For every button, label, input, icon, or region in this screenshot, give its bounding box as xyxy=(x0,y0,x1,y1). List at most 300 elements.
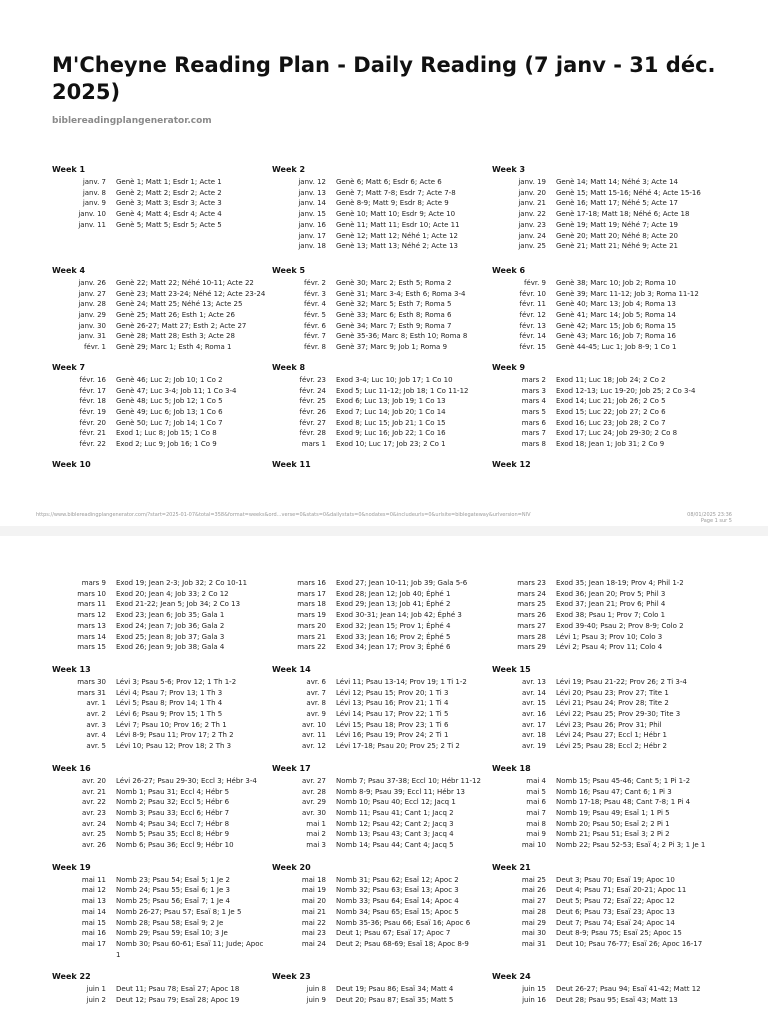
reading-date: mars 29 xyxy=(517,643,546,652)
reading-row xyxy=(52,439,272,450)
week-heading: Week 1 xyxy=(52,165,86,174)
reading-date: mars 3 xyxy=(521,386,546,395)
reading-passages: Nomb 23; Psau 54; Esaï 5; 1 Je 2 xyxy=(116,875,230,884)
reading-passages: Lévi 12; Psau 15; Prov 20; 1 Ti 3 xyxy=(336,688,449,697)
reading-row xyxy=(492,578,712,589)
reading-passages: Exod 17; Luc 24; Job 29-30; 2 Co 8 xyxy=(556,429,678,438)
reading-date: mai 10 xyxy=(521,841,546,850)
reading-row xyxy=(492,939,712,950)
reading-passages: Exod 34; Jean 17; Prov 3; Éphé 6 xyxy=(336,643,451,652)
reading-row xyxy=(272,829,492,840)
reading-date: juin 16 xyxy=(522,996,546,1005)
page-title: M'Cheyne Reading Plan - Daily Reading (7 janv - 31 déc. 2025) xyxy=(52,53,716,104)
reading-row xyxy=(52,375,272,386)
reading-date: mai 8 xyxy=(526,819,546,828)
reading-date: juin 15 xyxy=(522,985,546,994)
week-heading: Week 9 xyxy=(492,362,526,372)
reading-date: avr. 30 xyxy=(301,808,326,817)
reading-passages: Genè 39; Marc 11-12; Job 3; Roma 11-12 xyxy=(556,289,699,298)
reading-row xyxy=(492,396,712,407)
reading-date: mai 7 xyxy=(526,808,546,817)
reading-date: janv. 31 xyxy=(78,332,106,341)
week-block xyxy=(492,970,712,1005)
reading-row xyxy=(492,642,712,653)
reading-passages: Deut 7; Psau 74; Esaï 24; Apoc 14 xyxy=(556,918,675,927)
week-heading: Week 2 xyxy=(272,165,306,174)
week-heading: Week 11 xyxy=(272,459,311,469)
reading-passages: Exod 36; Jean 20; Prov 5; Phil 3 xyxy=(556,589,666,598)
reading-passages: Genè 5; Matt 5; Esdr 5; Acte 5 xyxy=(116,220,222,229)
reading-date: mars 24 xyxy=(517,589,546,598)
reading-date: mai 12 xyxy=(81,886,106,895)
reading-row xyxy=(272,907,492,918)
reading-row xyxy=(52,896,272,907)
reading-passages: Genè 24; Matt 25; Néhé 13; Acte 25 xyxy=(116,300,243,309)
week-heading: Week 7 xyxy=(52,362,86,372)
reading-date: avr. 8 xyxy=(306,699,326,708)
reading-date: mars 31 xyxy=(77,688,106,697)
reading-passages: Genè 38; Marc 10; Job 2; Roma 10 xyxy=(556,278,676,287)
week-block xyxy=(492,163,712,252)
reading-passages: Lévi 20; Psau 23; Prov 27; Tite 1 xyxy=(556,688,669,697)
reading-passages: Genè 15; Matt 15-16; Néhé 4; Acte 15-16 xyxy=(556,188,701,197)
reading-passages: Exod 9; Luc 16; Job 22; 1 Co 16 xyxy=(336,429,446,438)
footer-datetime: 08/01/2025 23:36 xyxy=(687,512,732,518)
week-heading: Week 13 xyxy=(52,664,91,674)
reading-row xyxy=(492,840,712,851)
reading-passages: Nomb 35-36; Psau 66; Esaï 16; Apoc 6 xyxy=(336,918,471,927)
reading-row xyxy=(272,439,492,450)
reading-passages: Genè 13; Matt 13; Néhé 2; Acte 13 xyxy=(336,242,458,251)
reading-date: mars 8 xyxy=(521,440,546,449)
reading-row xyxy=(272,177,492,188)
reading-row xyxy=(492,688,712,699)
week-block xyxy=(52,663,272,752)
week-block xyxy=(52,861,272,961)
reading-passages: Nomb 30; Psau 60-61; Esaï 11; Jude; Apoc 1 xyxy=(116,939,264,959)
reading-date: mai 20 xyxy=(301,897,326,906)
reading-date: avr. 4 xyxy=(86,731,106,740)
reading-passages: Genè 26-27; Matt 27; Esth 2; Acte 27 xyxy=(116,321,247,330)
reading-row xyxy=(492,310,712,321)
week-block xyxy=(492,361,712,450)
reading-passages: Exod 21-22; Jean 5; Job 34; 2 Co 13 xyxy=(116,600,241,609)
reading-row xyxy=(492,188,712,199)
reading-date: mars 9 xyxy=(81,579,106,587)
reading-date: avr. 10 xyxy=(301,720,326,729)
reading-row xyxy=(272,289,492,300)
reading-date: juin 2 xyxy=(86,996,106,1005)
reading-row xyxy=(52,907,272,918)
reading-row xyxy=(52,741,272,752)
week-block xyxy=(492,861,712,961)
reading-date: avr. 21 xyxy=(81,787,106,796)
reading-row xyxy=(492,342,712,353)
reading-date: janv. 9 xyxy=(82,199,106,208)
reading-row xyxy=(272,578,492,589)
reading-row xyxy=(492,829,712,840)
reading-passages: Exod 5; Luc 11-12; Job 18; 1 Co 11-12 xyxy=(336,386,469,395)
reading-passages: Lévi 8-9; Psau 11; Prov 17; 2 Th 2 xyxy=(116,731,234,740)
reading-date: févr. 23 xyxy=(299,375,326,384)
reading-row xyxy=(492,896,712,907)
reading-row xyxy=(52,984,272,995)
reading-row xyxy=(492,741,712,752)
reading-passages: Lévi 7; Psau 10; Prov 16; 2 Th 1 xyxy=(116,720,227,729)
reading-row xyxy=(272,188,492,199)
reading-date: mars 19 xyxy=(297,611,326,620)
reading-row xyxy=(492,220,712,231)
reading-row xyxy=(52,730,272,741)
reading-passages: Nomb 21; Psau 51; Esaï 3; 2 Pi 2 xyxy=(556,830,670,839)
reading-passages: Nomb 8-9; Psau 39; Eccl 11; Hébr 13 xyxy=(336,787,466,796)
reading-row xyxy=(52,418,272,429)
reading-row xyxy=(272,797,492,808)
week-block xyxy=(52,264,272,353)
reading-date: juin 8 xyxy=(306,985,326,994)
reading-date: janv. 11 xyxy=(78,220,106,229)
reading-row xyxy=(272,875,492,886)
reading-row xyxy=(52,709,272,720)
reading-passages: Nomb 1; Psau 31; Eccl 4; Hébr 5 xyxy=(116,787,230,796)
reading-passages: Deut 28; Psau 95; Esaï 43; Matt 13 xyxy=(556,996,678,1005)
reading-passages: Exod 10; Luc 17; Job 23; 2 Co 1 xyxy=(336,440,446,449)
reading-date: févr. 14 xyxy=(519,332,546,341)
reading-row xyxy=(492,198,712,209)
reading-row xyxy=(492,299,712,310)
reading-date: avr. 16 xyxy=(521,710,546,719)
reading-row xyxy=(492,709,712,720)
reading-date: mai 19 xyxy=(301,886,326,895)
week-heading: Week 6 xyxy=(492,265,526,275)
reading-date: avr. 28 xyxy=(301,787,326,796)
reading-row xyxy=(272,698,492,709)
reading-row xyxy=(272,231,492,242)
reading-date: mai 3 xyxy=(306,841,326,850)
reading-date: mars 6 xyxy=(521,418,546,427)
reading-date: mai 28 xyxy=(521,907,546,916)
reading-passages: Genè 41; Marc 14; Job 5; Roma 14 xyxy=(556,311,676,320)
reading-date: févr. 20 xyxy=(79,418,106,427)
reading-date: mars 17 xyxy=(297,589,326,598)
reading-date: févr. 1 xyxy=(83,343,106,352)
reading-row xyxy=(272,928,492,939)
reading-passages: Exod 2; Luc 9; Job 16; 1 Co 9 xyxy=(116,440,217,449)
reading-row xyxy=(52,599,272,610)
reading-date: avr. 27 xyxy=(301,776,326,785)
reading-date: févr. 15 xyxy=(519,343,546,352)
reading-passages: Exod 30-31; Jean 14; Job 42; Éphé 3 xyxy=(336,611,462,620)
reading-passages: Nomb 4; Psau 34; Eccl 7; Hébr 8 xyxy=(116,819,230,828)
reading-passages: Exod 27; Jean 10-11; Job 39; Gala 5-6 xyxy=(336,579,468,587)
reading-date: mai 27 xyxy=(521,897,546,906)
week-block xyxy=(52,578,272,653)
reading-date: mars 25 xyxy=(517,600,546,609)
reading-row xyxy=(272,310,492,321)
reading-date: mai 23 xyxy=(301,929,326,938)
footer-meta xyxy=(687,512,732,524)
reading-date: janv. 17 xyxy=(298,231,326,240)
reading-date: févr. 27 xyxy=(299,418,326,427)
reading-passages: Lévi 21; Psau 24; Prov 28; Tite 2 xyxy=(556,699,669,708)
reading-date: janv. 12 xyxy=(298,178,326,186)
reading-passages: Exod 1; Luc 8; Job 15; 1 Co 8 xyxy=(116,429,217,438)
reading-row xyxy=(492,730,712,741)
reading-row xyxy=(272,730,492,741)
week-heading: Week 14 xyxy=(272,664,311,674)
reading-row xyxy=(492,599,712,610)
reading-row xyxy=(492,407,712,418)
reading-row xyxy=(492,875,712,886)
reading-passages: Genè 2; Matt 2; Esdr 2; Acte 2 xyxy=(116,188,222,197)
reading-row xyxy=(52,310,272,321)
reading-date: avr. 24 xyxy=(81,819,106,828)
week-heading: Week 4 xyxy=(52,265,86,275)
reading-passages: Nomb 11; Psau 41; Cant 1; Jacq 2 xyxy=(336,808,454,817)
reading-date: avr. 18 xyxy=(521,731,546,740)
reading-row xyxy=(492,231,712,242)
reading-passages: Lévi 23; Psau 26; Prov 31; Phil xyxy=(556,720,662,729)
reading-row xyxy=(272,418,492,429)
reading-passages: Genè 8-9; Matt 9; Esdr 8; Acte 9 xyxy=(336,199,449,208)
reading-date: avr. 15 xyxy=(521,699,546,708)
reading-row xyxy=(492,918,712,929)
reading-date: avr. 1 xyxy=(86,699,106,708)
reading-passages: Exod 18; Jean 1; Job 31; 2 Co 9 xyxy=(556,440,665,449)
reading-passages: Genè 33; Marc 6; Esth 8; Roma 6 xyxy=(336,311,452,320)
reading-date: avr. 25 xyxy=(81,830,106,839)
reading-date: mai 30 xyxy=(521,929,546,938)
reading-date: févr. 17 xyxy=(79,386,106,395)
reading-row xyxy=(272,808,492,819)
reading-date: avr. 26 xyxy=(81,841,106,850)
reading-passages: Deut 12; Psau 79; Esaï 28; Apoc 19 xyxy=(116,996,240,1005)
reading-date: mars 23 xyxy=(517,579,546,587)
reading-passages: Lévi 24; Psau 27; Eccl 1; Hébr 1 xyxy=(556,731,667,740)
reading-date: févr. 8 xyxy=(303,343,326,352)
reading-passages: Nomb 6; Psau 36; Eccl 9; Hébr 10 xyxy=(116,841,234,850)
reading-passages: Nomb 29; Psau 59; Esaï 10; 3 Je xyxy=(116,929,228,938)
reading-passages: Nomb 10; Psau 40; Eccl 12; Jacq 1 xyxy=(336,798,456,807)
reading-passages: Nomb 5; Psau 35; Eccl 8; Hébr 9 xyxy=(116,830,230,839)
reading-row xyxy=(492,632,712,643)
reading-passages: Genè 11; Matt 11; Esdr 10; Acte 11 xyxy=(336,220,460,229)
reading-date: mars 5 xyxy=(521,407,546,416)
reading-row xyxy=(492,677,712,688)
reading-row xyxy=(272,220,492,231)
reading-row xyxy=(272,677,492,688)
reading-date: janv. 25 xyxy=(518,242,546,251)
reading-date: janv. 20 xyxy=(518,188,546,197)
reading-date: janv. 13 xyxy=(298,188,326,197)
reading-date: janv. 23 xyxy=(518,220,546,229)
week-block xyxy=(492,578,712,653)
reading-passages: Exod 25; Jean 8; Job 37; Gala 3 xyxy=(116,632,225,641)
reading-date: févr. 12 xyxy=(519,311,546,320)
reading-row xyxy=(52,720,272,731)
reading-date: mai 26 xyxy=(521,886,546,895)
week-heading: Week 3 xyxy=(492,165,526,174)
reading-passages: Genè 49; Luc 6; Job 13; 1 Co 6 xyxy=(116,407,223,416)
reading-row xyxy=(272,720,492,731)
reading-row xyxy=(272,589,492,600)
reading-passages: Nomb 33; Psau 64; Esaï 14; Apoc 4 xyxy=(336,897,459,906)
reading-passages: Exod 37; Jean 21; Prov 6; Phil 4 xyxy=(556,600,666,609)
reading-date: févr. 2 xyxy=(303,278,326,287)
reading-passages: Nomb 31; Psau 62; Esaï 12; Apoc 2 xyxy=(336,875,459,884)
reading-passages: Nomb 2; Psau 32; Eccl 5; Hébr 6 xyxy=(116,798,230,807)
reading-passages: Lévi 15; Psau 18; Prov 23; 1 Ti 6 xyxy=(336,720,449,729)
reading-passages: Genè 4; Matt 4; Esdr 4; Acte 4 xyxy=(116,210,222,219)
reading-date: avr. 12 xyxy=(301,742,326,751)
reading-passages: Genè 7; Matt 7-8; Esdr 7; Acte 7-8 xyxy=(336,188,456,197)
reading-row xyxy=(52,386,272,397)
reading-passages: Exod 29; Jean 13; Job 41; Éphé 2 xyxy=(336,600,451,609)
reading-date: mai 29 xyxy=(521,918,546,927)
reading-date: févr. 19 xyxy=(79,407,106,416)
week-heading: Week 17 xyxy=(272,763,311,773)
reading-row xyxy=(272,918,492,929)
site-name[interactable]: biblereadingplangenerator.com xyxy=(52,116,212,126)
reading-row xyxy=(52,642,272,653)
reading-date: févr. 21 xyxy=(79,429,106,438)
reading-date: mai 4 xyxy=(526,776,546,785)
reading-passages: Nomb 7; Psau 37-38; Eccl 10; Hébr 11-12 xyxy=(336,776,481,785)
reading-row xyxy=(272,688,492,699)
reading-row xyxy=(52,278,272,289)
reading-passages: Genè 46; Luc 2; Job 10; 1 Co 2 xyxy=(116,375,223,384)
reading-row xyxy=(492,289,712,300)
reading-passages: Genè 23; Matt 23-24; Néhé 12; Acte 23-24 xyxy=(116,289,266,298)
reading-date: janv. 29 xyxy=(78,311,106,320)
reading-passages: Genè 28; Matt 28; Esth 3; Acte 28 xyxy=(116,332,235,341)
reading-date: févr. 18 xyxy=(79,397,106,406)
reading-row xyxy=(492,984,712,995)
reading-passages: Lévi 13; Psau 16; Prov 21; 1 Ti 4 xyxy=(336,699,449,708)
reading-date: avr. 13 xyxy=(521,677,546,686)
reading-row xyxy=(52,632,272,643)
reading-passages: Nomb 13; Psau 43; Cant 3; Jacq 4 xyxy=(336,830,454,839)
reading-row xyxy=(52,885,272,896)
reading-date: mai 2 xyxy=(306,830,326,839)
reading-row xyxy=(492,776,712,787)
reading-date: mars 11 xyxy=(77,600,106,609)
week-block xyxy=(272,458,492,472)
week-block xyxy=(492,762,712,851)
reading-date: mai 21 xyxy=(301,907,326,916)
reading-date: janv. 16 xyxy=(298,220,326,229)
reading-passages: Exod 39-40; Psau 2; Prov 8-9; Colo 2 xyxy=(556,621,684,630)
reading-date: févr. 22 xyxy=(79,440,106,449)
reading-row xyxy=(52,578,272,589)
reading-passages: Deut 11; Psau 78; Esaï 27; Apoc 18 xyxy=(116,985,240,994)
reading-passages: Exod 20; Jean 4; Job 33; 2 Co 12 xyxy=(116,589,229,598)
reading-date: mars 2 xyxy=(521,375,546,384)
reading-date: avr. 3 xyxy=(86,720,106,729)
reading-passages: Exod 23; Jean 6; Job 35; Gala 1 xyxy=(116,611,225,620)
reading-row xyxy=(52,776,272,787)
reading-row xyxy=(272,428,492,439)
reading-row xyxy=(272,995,492,1006)
reading-date: janv. 26 xyxy=(78,278,106,287)
reading-passages: Genè 22; Matt 22; Néhé 10-11; Acte 22 xyxy=(116,278,254,287)
reading-date: avr. 23 xyxy=(81,808,106,817)
reading-row xyxy=(272,407,492,418)
week-heading: Week 21 xyxy=(492,862,531,872)
reading-passages: Lévi 10; Psau 12; Prov 18; 2 Th 3 xyxy=(116,742,232,751)
reading-row xyxy=(272,819,492,830)
reading-row xyxy=(272,396,492,407)
reading-passages: Genè 14; Matt 14; Néhé 3; Acte 14 xyxy=(556,178,678,186)
reading-row xyxy=(52,331,272,342)
reading-row xyxy=(492,819,712,830)
reading-date: mars 27 xyxy=(517,621,546,630)
reading-passages: Deut 26-27; Psau 94; Esaï 41-42; Matt 12 xyxy=(556,985,701,994)
reading-date: févr. 11 xyxy=(519,300,546,309)
reading-date: mai 14 xyxy=(81,907,106,916)
week-heading: Week 12 xyxy=(492,459,531,469)
reading-date: mars 18 xyxy=(297,600,326,609)
week-heading: Week 19 xyxy=(52,862,91,872)
reading-date: mai 1 xyxy=(306,819,326,828)
reading-date: mai 5 xyxy=(526,787,546,796)
week-block xyxy=(52,970,272,1005)
reading-date: avr. 14 xyxy=(521,688,546,697)
reading-row xyxy=(492,589,712,600)
reading-row xyxy=(272,939,492,950)
reading-row xyxy=(272,198,492,209)
reading-date: mars 20 xyxy=(297,621,326,630)
reading-passages: Deut 3; Psau 70; Esaï 19; Apoc 10 xyxy=(556,875,675,884)
reading-passages: Nomb 3; Psau 33; Eccl 6; Hébr 7 xyxy=(116,808,230,817)
reading-date: janv. 19 xyxy=(518,178,546,186)
week-block xyxy=(52,163,272,252)
week-block xyxy=(52,762,272,851)
week-block xyxy=(272,163,492,252)
reading-row xyxy=(52,698,272,709)
reading-passages: Genè 37; Marc 9; Job 1; Roma 9 xyxy=(336,343,448,352)
reading-date: mars 13 xyxy=(77,621,106,630)
reading-date: janv. 15 xyxy=(298,210,326,219)
reading-row xyxy=(272,375,492,386)
reading-passages: Exod 8; Luc 15; Job 21; 1 Co 15 xyxy=(336,418,446,427)
reading-passages: Genè 47; Luc 3-4; Job 11; 1 Co 3-4 xyxy=(116,386,237,395)
reading-row xyxy=(52,289,272,300)
week-block xyxy=(492,663,712,752)
reading-row xyxy=(52,808,272,819)
reading-row xyxy=(492,386,712,397)
reading-row xyxy=(272,299,492,310)
reading-row xyxy=(52,396,272,407)
reading-passages: Genè 42; Marc 15; Job 6; Roma 15 xyxy=(556,321,676,330)
reading-row xyxy=(52,819,272,830)
footer-url[interactable]: https://www.biblereadingplangenerator.com/?start=2025-01-07&total=358&format=weeks&ord...verse=0&stats=0&dailystats=0&nodates=0&includeurls=0&urlsite=biblegateway&urlversion=NIV xyxy=(36,512,531,518)
reading-row xyxy=(272,321,492,332)
reading-date: janv. 10 xyxy=(78,210,106,219)
reading-row xyxy=(52,797,272,808)
reading-passages: Genè 19; Matt 19; Néhé 7; Acte 19 xyxy=(556,220,678,229)
reading-date: févr. 25 xyxy=(299,397,326,406)
reading-passages: Genè 29; Marc 1; Esth 4; Roma 1 xyxy=(116,343,232,352)
reading-date: avr. 19 xyxy=(521,742,546,751)
reading-row xyxy=(492,241,712,252)
reading-row xyxy=(52,407,272,418)
reading-row xyxy=(272,776,492,787)
week-heading: Week 20 xyxy=(272,862,311,872)
reading-passages: Genè 10; Matt 10; Esdr 9; Acte 10 xyxy=(336,210,456,219)
reading-date: avr. 17 xyxy=(521,720,546,729)
reading-passages: Exod 33; Jean 16; Prov 2; Éphé 5 xyxy=(336,632,451,641)
